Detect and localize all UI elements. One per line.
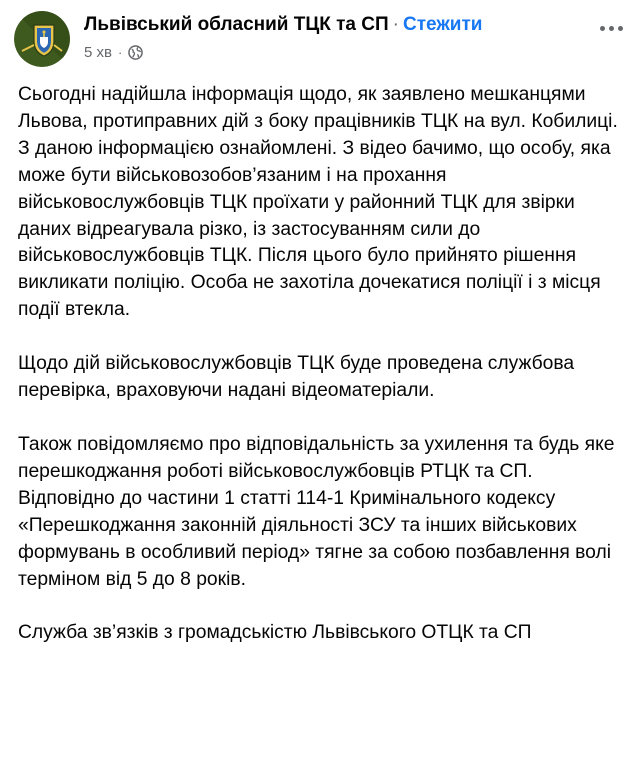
post-paragraph: Служба зв’язків з громадськістю Львівського ОТЦК та СП — [18, 622, 532, 644]
post-paragraph: Щодо дій військовослужбовців ТЦК буде проведена службова перевірка, враховуючи надані відеоматеріали. — [18, 353, 575, 402]
more-options-button[interactable] — [596, 18, 626, 38]
post-header — [14, 8, 626, 72]
post-paragraph: Також повідомляємо про відповідальність за ухилення та будь яке перешкоджання роботі військовослужбовців РТЦК та СП. Відповідно до частини 1 статті 114-1 Кримінального кодексу «Перешкоджання законній діяльності ЗСУ та інших військових формувань в особливий період» тягне за собою позбавлення волі терміном від 5 до 8 років. — [18, 433, 615, 590]
military-emblem-icon — [14, 11, 70, 67]
more-options-icon-dot — [618, 26, 623, 31]
post-paragraph: Сьогодні надійшла інформація щодо, як заявлено мешканцями Львова, протиправних дій з боку працівників ТЦК на вул. Кобилиці. З даною інформацією ознайомлені. З відео бачимо, що особу, яка може бути військовозобов’язаним і на прохання військовослужбовців ТЦК проїхати у районний ТЦК для звірки даних відреагувала різко, із застосуванням сили до військовослужбовців ТЦК. Після цього було прийнято рішення викликати поліцію. Особа не захотіла дочекатися поліції і з місця події втекла. — [18, 84, 618, 321]
page-avatar[interactable] — [14, 11, 70, 67]
post-timestamp[interactable]: 5 хв — [84, 43, 112, 61]
meta-separator: · — [117, 44, 123, 60]
title-separator: · — [392, 14, 399, 35]
globe-icon[interactable] — [128, 45, 143, 60]
post-header-text — [84, 12, 584, 63]
more-options-icon-dot — [600, 26, 605, 31]
page-name-link[interactable]: Львівський обласний ТЦК та СП — [84, 14, 389, 35]
post-body — [18, 82, 624, 647]
post-meta — [84, 41, 584, 63]
more-options-icon-dot — [609, 26, 614, 31]
follow-button[interactable]: Стежити — [402, 14, 483, 35]
title-line — [84, 12, 584, 38]
